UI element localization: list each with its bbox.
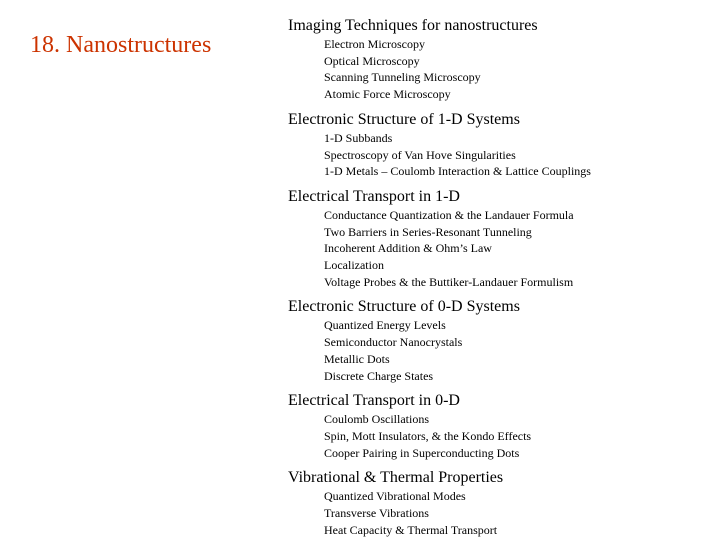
chapter-title (30, 32, 211, 59)
section-item: Transverse Vibrations (324, 506, 429, 521)
section-item: Conductance Quantization & the Landauer Formula (324, 207, 574, 222)
section-item: 1-D Subbands (324, 130, 393, 145)
section-item: Electron Microscopy (324, 37, 425, 51)
chapter-name: Nanostructures (66, 32, 212, 58)
section-item: 1-D Metals – Coulomb Interaction & Lattice Couplings (324, 164, 591, 179)
section-heading: Electrical Transport in 0-D (288, 392, 460, 410)
section-heading: Electrical Transport in 1-D (288, 187, 460, 205)
section-item: Coulomb Oscillations (324, 412, 429, 427)
section-item-list (324, 130, 708, 180)
section-outline (288, 16, 708, 545)
section-item: Localization (324, 258, 384, 273)
section-item: Heat Capacity & Thermal Transport (324, 522, 498, 537)
section-item: Discrete Charge States (324, 368, 434, 383)
section-item: Cooper Pairing in Superconducting Dots (324, 445, 520, 460)
section-item: Spectroscopy of Van Hove Singularities (324, 147, 516, 162)
section-item: Spin, Mott Insulators, & the Kondo Effects (324, 428, 532, 443)
section-item-list (324, 317, 708, 384)
chapter-number: 18. (30, 32, 60, 58)
section-item-list (324, 36, 708, 103)
section-item: Voltage Probes & the Buttiker-Landauer Formulism (324, 274, 574, 289)
section-item: Atomic Force Microscopy (324, 87, 451, 102)
section-item-list (324, 488, 708, 538)
section-heading: Electronic Structure of 1-D Systems (288, 110, 520, 128)
section-item-list (324, 207, 708, 291)
section-item: Metallic Dots (324, 351, 390, 366)
section-item: Quantized Energy Levels (324, 318, 446, 333)
section-item: Semiconductor Nanocrystals (324, 335, 463, 350)
section-item-list (324, 411, 708, 461)
section-heading: Imaging Techniques for nanostructures (288, 17, 538, 34)
section-heading: Vibrational & Thermal Properties (288, 469, 504, 487)
section-item: Quantized Vibrational Modes (324, 489, 466, 504)
section-heading: Electronic Structure of 0-D Systems (288, 298, 520, 316)
section-item: Scanning Tunneling Microscopy (324, 70, 481, 85)
section-item: Two Barriers in Series-Resonant Tunneling (324, 224, 532, 239)
section-item: Incoherent Addition & Ohm’s Law (324, 241, 492, 256)
section-item: Optical Microscopy (324, 53, 420, 68)
